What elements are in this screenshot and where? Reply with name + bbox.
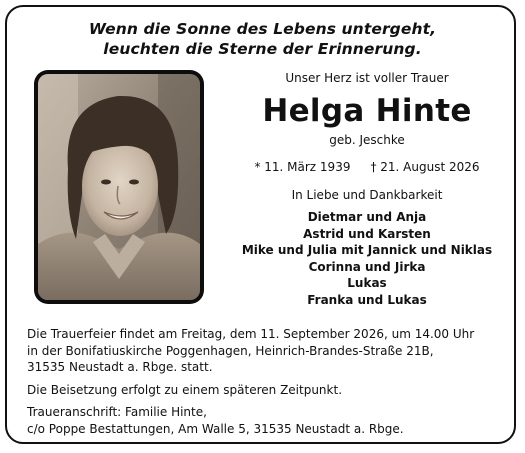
family-list [222, 209, 512, 308]
obituary-card [5, 5, 516, 444]
family-member: Astrid und Karsten [303, 226, 431, 241]
motto-line-1: Wenn die Sonne des Lebens untergeht, [88, 20, 437, 38]
details-section [27, 320, 507, 443]
announcement-column [222, 69, 512, 308]
funeral-line-1: Die Trauerfeier findet am Freitag, dem 11. September 2026, um 14.00 Uhr [27, 327, 475, 341]
birth-date: * 11. März 1939 [254, 160, 351, 174]
family-member: Corinna und Jirka [308, 259, 426, 274]
maiden-name: geb. Jeschke [329, 133, 405, 147]
life-dates [222, 159, 512, 175]
funeral-line-2: in der Bonifatiuskirche Poggenhagen, Heinrich-Brandes-Straße 21B, [27, 343, 434, 358]
death-date: † 21. August 2026 [370, 160, 480, 174]
love-line: In Liebe und Dankbarkeit [291, 188, 443, 202]
address-line-1: Traueranschrift: Familie Hinte, [27, 405, 207, 419]
burial-line: Die Beisetzung erfolgt zu einem späteren Zeitpunkt. [27, 382, 343, 397]
deceased-name: Helga Hinte [262, 93, 472, 129]
intro-text: Unser Herz ist voller Trauer [285, 71, 449, 85]
motto [7, 19, 518, 59]
family-member: Lukas [347, 276, 387, 290]
motto-line-2: leuchten die Sterne der Erinnerung. [103, 40, 422, 58]
funeral-line-3: 31535 Neustadt a. Rbge. statt. [27, 360, 213, 374]
family-member: Franka und Lukas [307, 292, 427, 307]
portrait-frame [34, 70, 204, 304]
family-member: Dietmar und Anja [307, 210, 427, 224]
address-line-2: c/o Poppe Bestattungen, Am Walle 5, 31535 Neustadt a. Rbge. [27, 421, 404, 436]
portrait-photo-icon [38, 74, 200, 300]
family-member: Mike und Julia mit Jannick und Niklas [241, 243, 493, 257]
